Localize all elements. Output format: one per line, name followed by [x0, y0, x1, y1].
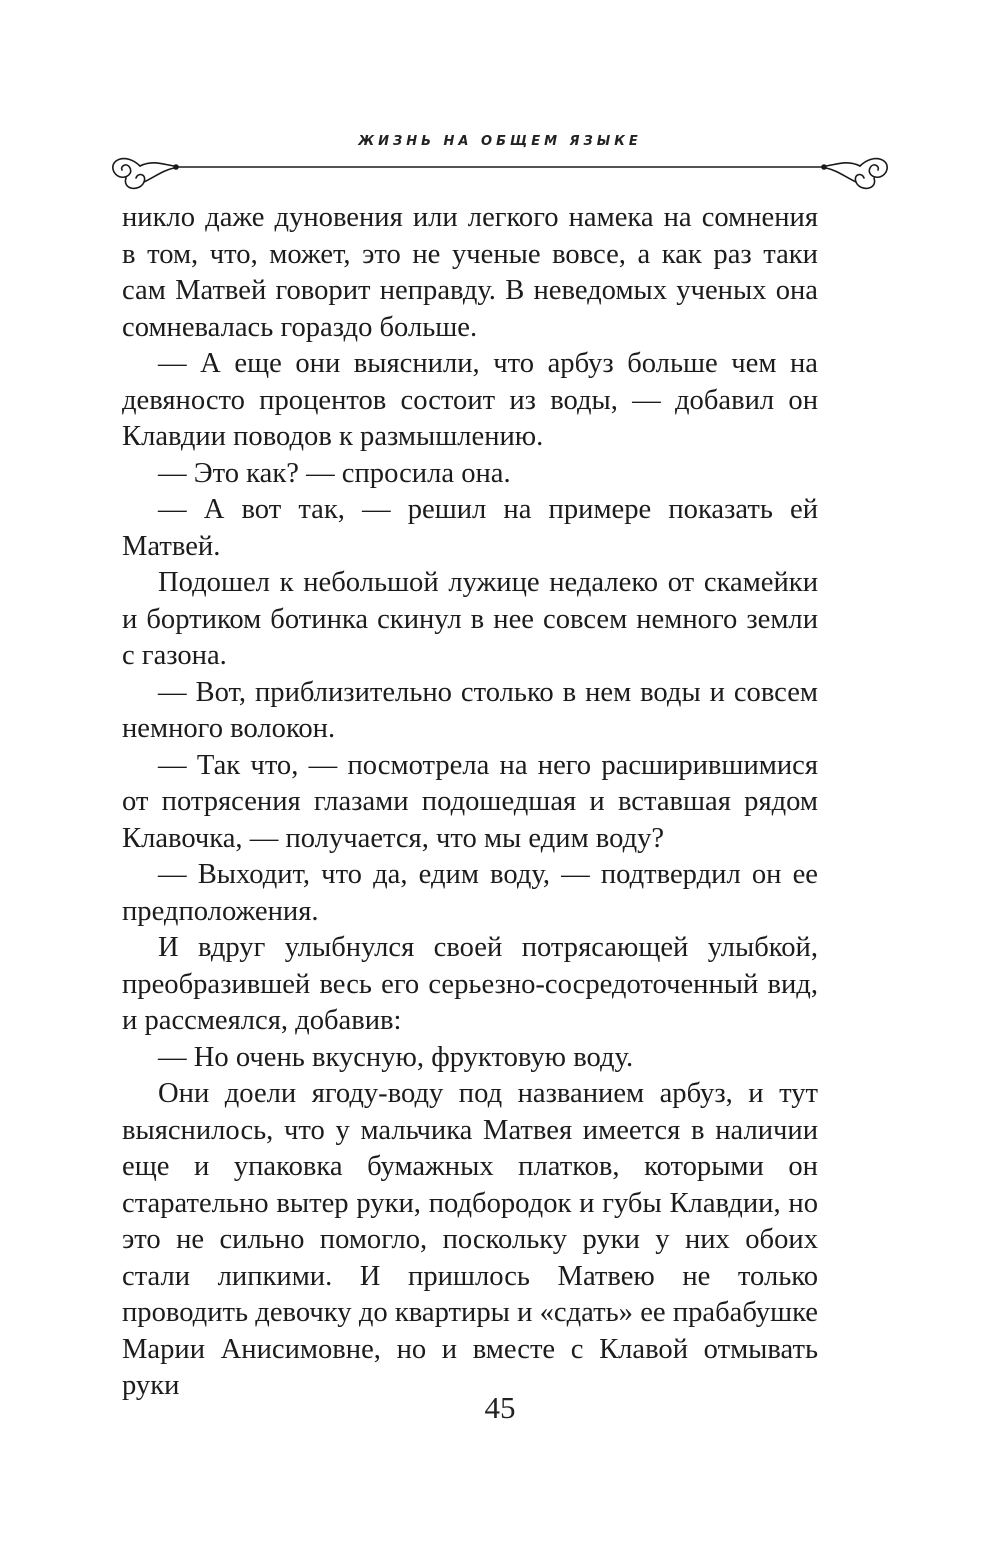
- paragraph: — Это как? — спросила она.: [158, 457, 511, 489]
- paragraph: — А вот так, — решил на примере показать ей Матвей.: [122, 494, 818, 562]
- paragraph: — Но очень вкусную, фруктовую воду.: [158, 1041, 634, 1073]
- paragraph: И вдруг улыбнулся своей потрясающей улыбкой, преобразившей весь его серьезно-сосредоточенный вид, и рассмеялся, добавив:: [122, 932, 818, 1036]
- page-number: 45: [484, 1390, 516, 1425]
- paragraph: — А еще они выяснили, что арбуз больше чем на девяносто процентов состоит из воды, — добавил он Клавдии поводов к размышлению.: [122, 348, 818, 452]
- paragraph: — Так что, — посмотрела на него расширившимися от потрясения глазами подошедшая и вставшая рядом Клавочка, — получается, что мы едим воду?: [122, 749, 818, 854]
- running-head: ЖИЗНЬ НА ОБЩЕМ ЯЗЫКЕ: [358, 134, 642, 149]
- body-text: [122, 200, 818, 1405]
- paragraph: никло даже дуновения или легкого намека на сомнения в том, что, может, это не ученые вовсе, а как раз таки сам Матвей говорит неправду. В неведомых ученых она сомневалась гораздо больше.: [122, 202, 818, 343]
- paragraph: Они доели ягоду-воду под названием арбуз, и тут выяснилось, что у мальчика Матвея имеется в наличии еще и упаковка бумажных платков, которыми он старательно вытер руки, подбородок и губы Клавдии, но это не сильно помогло, поскольку руки у них обоих стали липкими. И пришлось Матвею не только проводить девочку до квартиры и «сдать» ее прабабушке Марии Анисимовне, но и вместе с Клавой отмывать руки: [122, 1078, 818, 1401]
- flourish-rule-ornament: [100, 140, 900, 200]
- paragraph: — Вот, приблизительно столько в нем воды и совсем немного волокон.: [122, 676, 818, 744]
- paragraph: Подошел к небольшой лужице недалеко от скамейки и бортиком ботинка скинул в нее совсем немного земли с газона.: [122, 567, 818, 671]
- paragraph: — Выходит, что да, едим воду, — подтвердил он ее предположения.: [122, 859, 818, 927]
